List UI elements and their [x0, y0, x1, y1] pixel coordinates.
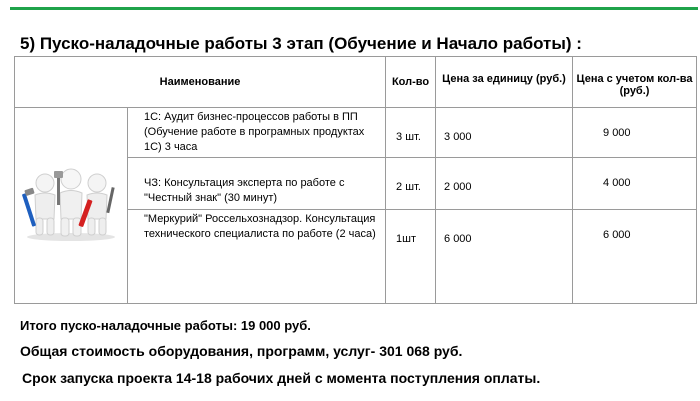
row-2-unit-price: 2 000	[436, 158, 573, 210]
table-row	[15, 108, 697, 158]
top-divider	[10, 7, 698, 10]
row-1-unit-price: 3 000	[436, 108, 573, 158]
row-2-description: ЧЗ: Консультация эксперта по работе с "Честный знак" (30 минут)	[128, 158, 386, 210]
illustration-cell	[15, 108, 128, 304]
header-total-price: Цена с учетом кол-ва (руб.)	[576, 73, 693, 97]
setup-total-text: Итого пуско-наладочные работы: 19 000 руб.	[20, 318, 311, 333]
row-1-description: 1С: Аудит бизнес-процессов работы в ПП (Обучение работе в програмных продуктах 1С) 3 часа	[128, 108, 386, 158]
row-2-total: 4 000	[573, 158, 697, 210]
three-workers-with-tools-icon	[21, 163, 121, 243]
overall-total-text: Общая стоимость оборудования, программ, услуг- 301 068 руб.	[20, 343, 463, 359]
row-1-qty: 3 шт.	[386, 108, 436, 158]
header-name: Наименование	[159, 76, 241, 88]
row-3-description: "Меркурий" Россельхознадзор. Консультация технического специалиста по работе (2 часа)	[128, 210, 386, 304]
table-header-row	[15, 57, 697, 108]
row-3-total: 6 000	[573, 210, 697, 304]
row-1-total: 9 000	[573, 108, 697, 158]
row-3-unit-price: 6 000	[436, 210, 573, 304]
header-qty: Кол-во	[391, 76, 430, 88]
row-3-qty: 1шт	[386, 210, 436, 304]
row-2-qty: 2 шт.	[386, 158, 436, 210]
section-title: 5) Пуско-наладочные работы 3 этап (Обучение и Начало работы) :	[20, 34, 582, 53]
header-unit-price: Цена за единицу (руб.)	[442, 73, 566, 85]
pricing-table	[14, 56, 697, 304]
launch-term-text: Срок запуска проекта 14-18 рабочих дней с момента поступления оплаты.	[22, 370, 541, 386]
